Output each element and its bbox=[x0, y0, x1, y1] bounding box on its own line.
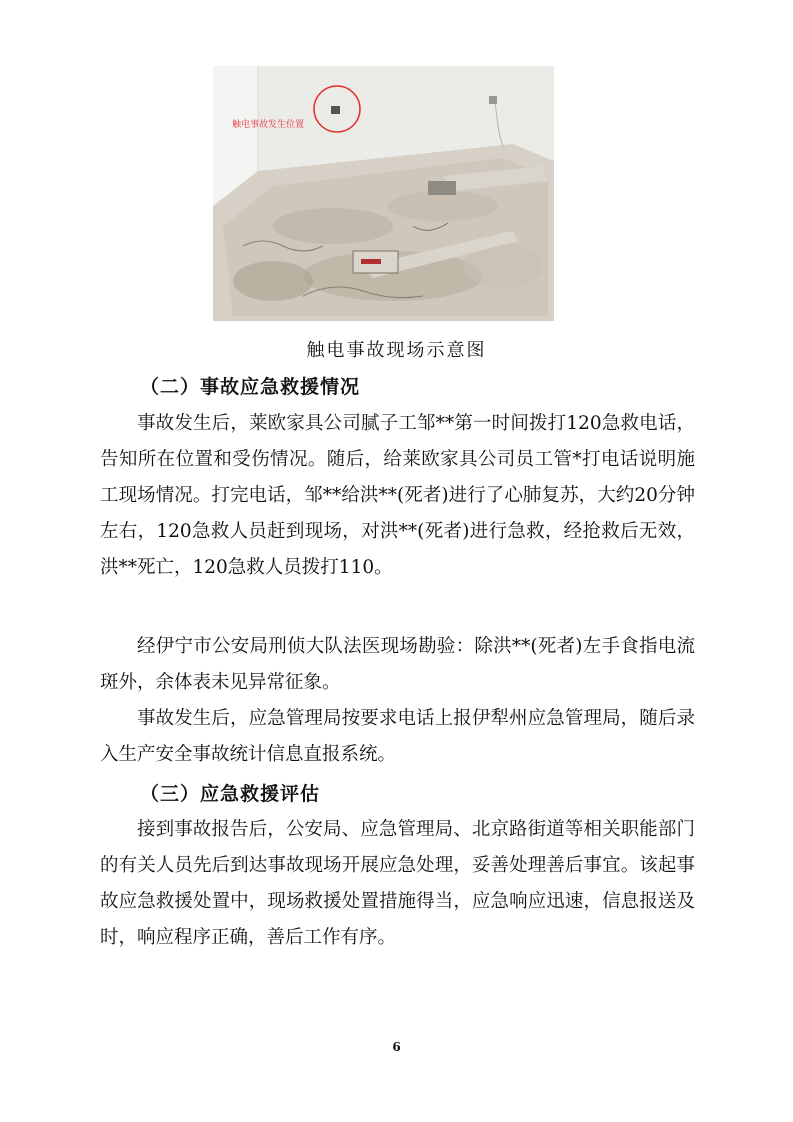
paragraph: 事故发生后，莱欧家具公司腻子工邹**第一时间拨打120急救电话，告知所在位置和受伤情况。随后，给莱欧家具公司员工管*打电话说明施工现场情况。打完电话，邹**给洪**(死者)进行了心肺复苏，大约20分钟左右，120急救人员赶到现场，对洪**(死者)进行急救，经抢救后无效，洪**死亡，120急救人员拨打110。 bbox=[100, 413, 695, 578]
page-number: 6 bbox=[392, 1040, 401, 1054]
photo-annotation: 触电事故发生位置 bbox=[232, 120, 305, 130]
section-title-rescue: （二）事故应急救援情况 bbox=[140, 376, 361, 398]
paragraph: 事故发生后，应急管理局按要求电话上报伊犁州应急管理局，随后录入生产安全事故统计信息直报系统。 bbox=[100, 708, 695, 765]
paragraph: 经伊宁市公安局刑侦大队法医现场勘验：除洪**(死者)左手食指电流斑外，余体表未见异常征象。 bbox=[100, 636, 695, 693]
section-title-evaluation: （三）应急救援评估 bbox=[140, 783, 321, 805]
accident-scene-photo bbox=[213, 66, 554, 321]
paragraph: 接到事故报告后，公安局、应急管理局、北京路街道等相关职能部门的有关人员先后到达事故现场开展应急处理，妥善处理善后事宜。该起事故应急救援处置中，现场救援处置措施得当，应急响应迅速，信息报送及时，响应程序正确，善后工作有序。 bbox=[100, 819, 695, 948]
figure-caption: 触电事故现场示意图 bbox=[306, 340, 487, 361]
